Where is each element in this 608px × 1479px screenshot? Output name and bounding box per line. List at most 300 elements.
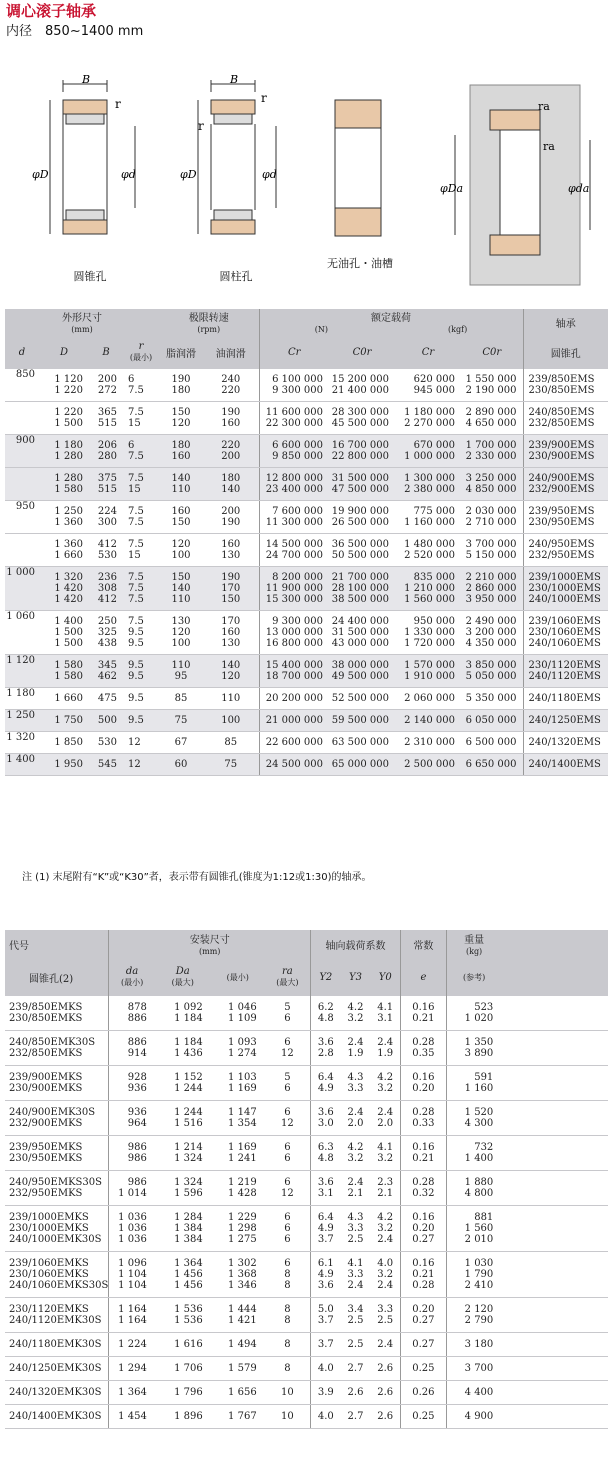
table-cell: 5.0 3.7 <box>311 1298 341 1333</box>
table-cell: 1 364 <box>109 1381 155 1405</box>
table-cell: 2.4 1.9 <box>341 1031 371 1066</box>
table-cell: 835 000 1 210 000 1 560 000 <box>395 567 461 611</box>
table-cell: 4 400 <box>446 1381 501 1405</box>
code-sub: 圆锥孔(2) <box>29 973 74 985</box>
table-cell: 2.5 <box>341 1333 371 1357</box>
code-header: 代号 <box>9 940 29 952</box>
table-cell: 6 7.5 <box>123 369 159 402</box>
table-row <box>5 1381 608 1405</box>
table-cell: 1 229 1 298 1 275 <box>211 1206 265 1252</box>
table-cell: 3.6 3.0 <box>311 1101 341 1136</box>
table-cell: 1 880 4 800 <box>446 1171 501 1206</box>
table-cell: 170 160 130 <box>203 611 259 655</box>
col-oil: 油润滑 <box>215 348 246 360</box>
table-cell: 3 700 000 5 150 000 <box>461 534 523 567</box>
bore-cell: 1 060 <box>5 611 39 655</box>
table-cell: 240/1320EMS <box>523 732 608 754</box>
table-cell: 1 092 1 184 <box>155 996 211 1031</box>
table-cell: 2 030 000 2 710 000 <box>461 501 523 534</box>
table-cell: 239/1000EMS 230/1000EMS 240/1000EMS <box>523 567 608 611</box>
table-cell: 239/850EMS 230/850EMS <box>523 369 608 402</box>
table-cell: 4.1 3.3 2.4 <box>341 1252 371 1298</box>
table-cell: 190 170 150 <box>203 567 259 611</box>
dimensions-table <box>5 309 608 776</box>
table-cell: 1 350 3 890 <box>446 1031 501 1066</box>
table-cell: 130 120 100 <box>159 611 203 655</box>
table-cell: 2 140 000 <box>395 710 461 732</box>
table-cell: 375 515 <box>89 468 123 501</box>
mounting-diagram <box>440 80 605 290</box>
table-cell: 1 180 000 2 270 000 <box>395 402 461 435</box>
table-row <box>5 1357 608 1381</box>
table-cell: 4.0 <box>311 1405 341 1429</box>
table-cell: 7.5 15 <box>123 402 159 435</box>
table-row <box>5 1031 608 1066</box>
table-cell: 59 500 000 <box>329 710 395 732</box>
table-cell: 239/900EMS 230/900EMS <box>523 435 608 468</box>
table-cell: 239/950EMS 230/950EMS <box>523 501 608 534</box>
table-cell: 12 <box>123 754 159 776</box>
table-cell: 85 <box>159 688 203 710</box>
col-bearing: 圆锥孔 <box>523 335 608 369</box>
table-cell: 530 <box>89 732 123 754</box>
table-cell: 85 <box>203 732 259 754</box>
table-cell: 412 530 <box>89 534 123 567</box>
bore-cell: 1 120 <box>5 655 39 688</box>
table-cell: 1 550 000 2 190 000 <box>461 369 523 402</box>
spacer-cell <box>501 1333 608 1357</box>
table-cell: 1 767 <box>211 1405 265 1429</box>
table-cell: 200 190 <box>203 501 259 534</box>
table-cell: 1 616 <box>155 1333 211 1357</box>
table-cell: 28 300 000 45 500 000 <box>329 402 395 435</box>
spacer-cell <box>501 1171 608 1206</box>
table-cell: 11 600 000 22 300 000 <box>259 402 329 435</box>
table-cell: 150 120 <box>159 402 203 435</box>
table-row <box>5 732 608 754</box>
table-cell: 1 324 1 596 <box>155 1171 211 1206</box>
table-cell: 3.3 2.5 <box>370 1298 400 1333</box>
table-cell: 2 120 2 790 <box>446 1298 501 1333</box>
table-cell: 881 1 560 2 010 <box>446 1206 501 1252</box>
table-cell: 1 494 <box>211 1333 265 1357</box>
table-cell: 180 140 <box>203 468 259 501</box>
spacer-cell <box>501 1031 608 1066</box>
table-cell: 7.5 7.5 7.5 <box>123 567 159 611</box>
table-cell: 230/1120EMS 240/1120EMS <box>523 655 608 688</box>
table-cell: 7.5 7.5 <box>123 501 159 534</box>
table-cell: 240/950EMKS30S 232/950EMKS <box>5 1171 109 1206</box>
table-cell: 3 700 <box>446 1357 501 1381</box>
table-cell: 3 180 <box>446 1333 501 1357</box>
table-cell: 4.2 3.2 <box>341 1136 371 1171</box>
table-cell: 4.3 3.3 2.5 <box>341 1206 371 1252</box>
bore-cell: 1 400 <box>5 754 39 776</box>
table-cell: 1 454 <box>109 1405 155 1429</box>
spacer-cell <box>501 1381 608 1405</box>
table-cell: 36 500 000 50 500 000 <box>329 534 395 567</box>
table-cell: 38 000 000 49 500 000 <box>329 655 395 688</box>
table-cell: 1 570 000 1 910 000 <box>395 655 461 688</box>
col-d: d <box>18 346 26 358</box>
table-cell: 1 444 1 421 <box>211 1298 265 1333</box>
table-cell: 8 <box>265 1333 311 1357</box>
table-cell: 4.2 3.2 <box>341 996 371 1031</box>
bore-cell <box>5 534 39 567</box>
table-cell: 6 7.5 <box>123 435 159 468</box>
table-row <box>5 1298 608 1333</box>
table-cell: 9.5 <box>123 710 159 732</box>
col-B: B <box>102 346 110 358</box>
table-cell: 878 886 <box>109 996 155 1031</box>
table-row <box>5 1405 608 1429</box>
table-cell: 240/1180EMS <box>523 688 608 710</box>
table-cell: 0.16 0.20 <box>400 1066 446 1101</box>
table-cell: 6 12 <box>265 1101 311 1136</box>
table-cell: 1 214 1 324 <box>155 1136 211 1171</box>
table-cell: 10 <box>265 1381 311 1405</box>
table-cell: 2.6 <box>370 1357 400 1381</box>
table-cell: 2 490 000 3 200 000 4 350 000 <box>461 611 523 655</box>
table-row <box>5 688 608 710</box>
col-ra: ra (最大) <box>276 966 299 987</box>
table-cell: 224 300 <box>89 501 123 534</box>
table-row <box>5 655 608 688</box>
fillet-radius-label-2: ra <box>543 140 555 153</box>
table-cell: 240/1320EMK30S <box>5 1381 109 1405</box>
col-grease: 脂润滑 <box>166 348 196 360</box>
table-cell: 928 936 <box>109 1066 155 1101</box>
table-cell: 1 896 <box>155 1405 211 1429</box>
table-row <box>5 1066 608 1101</box>
table-cell: 545 <box>89 754 123 776</box>
speed-header: 极限转速 (rpm) <box>188 313 229 334</box>
table-cell: 230/1120EMKS 240/1120EMK30S <box>5 1298 109 1333</box>
col-e: e <box>400 958 446 996</box>
table-cell: 1 360 1 660 <box>39 534 89 567</box>
table-cell: 886 914 <box>109 1031 155 1066</box>
table-cell: 3 250 000 4 850 000 <box>461 468 523 501</box>
table-cell: 1 950 <box>39 754 89 776</box>
table-cell: 0.16 0.21 <box>400 996 446 1031</box>
table-cell: 100 <box>203 710 259 732</box>
table-cell: 1 096 1 104 1 104 <box>109 1252 155 1298</box>
bore-cell: 900 <box>5 435 39 468</box>
table-row <box>5 1252 608 1298</box>
table-cell: 7 600 000 11 300 000 <box>259 501 329 534</box>
spacer-cell <box>501 1101 608 1136</box>
col-mass: (参考) <box>446 958 501 996</box>
col-da: da (最小) <box>109 958 155 996</box>
col-c0r-kgf: C0r <box>482 346 502 358</box>
table-cell: 2 310 000 <box>395 732 461 754</box>
table-cell: 160 130 <box>203 534 259 567</box>
spacer-cell <box>501 1206 608 1252</box>
table-cell: 345 462 <box>89 655 123 688</box>
table-cell: 120 100 <box>159 534 203 567</box>
table-cell: 670 000 1 000 000 <box>395 435 461 468</box>
table-cell: 1 796 <box>155 1381 211 1405</box>
table-row <box>5 1206 608 1252</box>
table-cell: 6.2 4.8 <box>311 996 341 1031</box>
table-cell: 2.4 2.0 <box>370 1101 400 1136</box>
table-cell: 1 184 1 436 <box>155 1031 211 1066</box>
col-D: D <box>59 346 69 358</box>
table-cell: 6.3 4.8 <box>311 1136 341 1171</box>
table-cell: 1 220 1 500 <box>39 402 89 435</box>
spacer-cell <box>501 1298 608 1333</box>
table-cell: 1 280 1 580 <box>39 468 89 501</box>
table-row <box>5 611 608 655</box>
table-cell: 5 6 <box>265 1066 311 1101</box>
table-cell: 7.5 15 <box>123 534 159 567</box>
table-cell: 2.4 1.9 <box>370 1031 400 1066</box>
table-cell: 1 580 1 580 <box>39 655 89 688</box>
table-cell: 1 536 1 536 <box>155 1298 211 1333</box>
caption-cylindrical: 圆柱孔 <box>219 270 253 283</box>
table-cell: 75 <box>159 710 203 732</box>
table-cell: 1 320 1 420 1 420 <box>39 567 89 611</box>
table-cell: 0.16 0.21 <box>400 1136 446 1171</box>
page-title: 调心滚子轴承 <box>6 2 97 20</box>
outer-diameter-label: φD <box>180 168 197 181</box>
col-y2: Y2 <box>311 958 341 996</box>
table-cell: 190 180 <box>159 369 203 402</box>
table-cell: 60 <box>159 754 203 776</box>
bore-cell: 1 250 <box>5 710 39 732</box>
table-cell: 1 480 000 2 520 000 <box>395 534 461 567</box>
table-row <box>5 468 608 501</box>
table-cell: 65 000 000 <box>329 754 395 776</box>
table-cell: 63 500 000 <box>329 732 395 754</box>
table-cell: 12 <box>123 732 159 754</box>
table-cell: 180 160 <box>159 435 203 468</box>
table-row <box>5 710 608 732</box>
bore-cell <box>5 402 39 435</box>
table-cell: 6 100 000 9 300 000 <box>259 369 329 402</box>
table-cell: 19 900 000 26 500 000 <box>329 501 395 534</box>
table-cell: 1 036 1 036 1 036 <box>109 1206 155 1252</box>
bearing-header: 轴承 <box>523 309 608 335</box>
table-cell: 240 220 <box>203 369 259 402</box>
table-cell: 4 900 <box>446 1405 501 1429</box>
dims-header: 外形尺寸 (mm) <box>62 313 102 334</box>
table-cell: 6 600 000 9 850 000 <box>259 435 329 468</box>
table-cell: 239/1000EMKS 230/1000EMKS 240/1000EMK30S <box>5 1206 109 1252</box>
table-cell: 2 210 000 2 860 000 3 950 000 <box>461 567 523 611</box>
table-cell: 0.26 <box>400 1381 446 1405</box>
table-cell: 24 500 000 <box>259 754 329 776</box>
table-cell: 8 200 000 11 900 000 15 300 000 <box>259 567 329 611</box>
table-cell: 3.9 <box>311 1381 341 1405</box>
width-label: B <box>230 73 239 86</box>
col-Da-min: (最小) <box>226 972 249 982</box>
table-row <box>5 369 608 402</box>
table-cell: 4.0 3.2 2.4 <box>370 1252 400 1298</box>
table-cell: 1 180 1 280 <box>39 435 89 468</box>
col-c0r: C0r <box>352 346 372 358</box>
table-cell: 2.6 <box>341 1381 371 1405</box>
table-cell: 6 8 8 <box>265 1252 311 1298</box>
table-cell: 250 325 438 <box>89 611 123 655</box>
table-cell: 1 224 <box>109 1333 155 1357</box>
table-cell: 6 12 <box>265 1031 311 1066</box>
table-cell: 10 <box>265 1405 311 1429</box>
table-cell: 1 093 1 274 <box>211 1031 265 1066</box>
const-header: 常数 <box>400 930 446 958</box>
table-cell: 75 <box>203 754 259 776</box>
bore-cell: 850 <box>5 369 39 402</box>
col-cr: Cr <box>259 335 329 369</box>
table-cell: 1 850 <box>39 732 89 754</box>
caption-tapered: 圆锥孔 <box>73 270 107 283</box>
spacer-cell <box>501 1405 608 1429</box>
table-cell: 240/1400EMK30S <box>5 1405 109 1429</box>
table-cell: 2.7 <box>341 1405 371 1429</box>
table-row <box>5 1333 608 1357</box>
table-cell: 1 294 <box>109 1357 155 1381</box>
table-cell: 14 500 000 24 700 000 <box>259 534 329 567</box>
table-cell: 2.4 2.1 <box>341 1171 371 1206</box>
table-row <box>5 1101 608 1136</box>
table-cell: 4.0 <box>311 1357 341 1381</box>
table-cell: 2 500 000 <box>395 754 461 776</box>
table-cell: 475 <box>89 688 123 710</box>
table-cell: 9.5 9.5 <box>123 655 159 688</box>
table-cell: 220 200 <box>203 435 259 468</box>
table-cell: 5 6 <box>265 996 311 1031</box>
bore-cell: 1 000 <box>5 567 39 611</box>
table-cell: 239/900EMKS 230/900EMKS <box>5 1066 109 1101</box>
table-cell: 4.1 3.2 <box>370 1136 400 1171</box>
caption-no-oil: 无油孔・油槽 <box>327 257 393 270</box>
table-cell: 24 400 000 31 500 000 43 000 000 <box>329 611 395 655</box>
table-cell: 7.5 15 <box>123 468 159 501</box>
table-cell: 950 000 1 330 000 1 720 000 <box>395 611 461 655</box>
table-cell: 8 8 <box>265 1298 311 1333</box>
spacer-cell <box>501 1357 608 1381</box>
table-cell: 1 400 1 500 1 500 <box>39 611 89 655</box>
table-cell: 775 000 1 160 000 <box>395 501 461 534</box>
table-cell: 0.28 0.35 <box>400 1031 446 1066</box>
fillet-radius-label: ra <box>538 100 550 113</box>
table-cell: 986 1 014 <box>109 1171 155 1206</box>
table-cell: 7.5 9.5 9.5 <box>123 611 159 655</box>
table-cell: 1 660 <box>39 688 89 710</box>
table-cell: 0.27 <box>400 1333 446 1357</box>
table-cell: 1 579 <box>211 1357 265 1381</box>
table-cell: 9 300 000 13 000 000 16 800 000 <box>259 611 329 655</box>
bore-cell: 950 <box>5 501 39 534</box>
table-cell: 206 280 <box>89 435 123 468</box>
spacer-cell <box>501 1252 608 1298</box>
table-cell: 1 120 1 220 <box>39 369 89 402</box>
table-cell: 2.6 <box>370 1381 400 1405</box>
table-cell: 8 <box>265 1357 311 1381</box>
bore-cell <box>5 468 39 501</box>
table-cell: 3.6 3.1 <box>311 1171 341 1206</box>
table-cell: 240/1250EMK30S <box>5 1357 109 1381</box>
table-cell: 150 140 110 <box>159 567 203 611</box>
table-cell: 5 350 000 <box>461 688 523 710</box>
table-cell: 240/950EMS 232/950EMS <box>523 534 608 567</box>
table-cell: 3 850 000 5 050 000 <box>461 655 523 688</box>
table-cell: 0.16 0.21 0.28 <box>400 1252 446 1298</box>
table-cell: 20 200 000 <box>259 688 329 710</box>
table-cell: 1 147 1 354 <box>211 1101 265 1136</box>
shaft-diameter-label: φda <box>568 182 590 195</box>
bore-diameter-label: φd <box>262 168 277 181</box>
table-cell: 365 515 <box>89 402 123 435</box>
table-cell: 3.6 2.8 <box>311 1031 341 1066</box>
table-cell: 6.4 4.9 <box>311 1066 341 1101</box>
table-cell: 21 000 000 <box>259 710 329 732</box>
table-cell: 1 152 1 244 <box>155 1066 211 1101</box>
table-cell: 2 890 000 4 650 000 <box>461 402 523 435</box>
cylindrical-bore-diagram <box>178 70 288 260</box>
table-row <box>5 1136 608 1171</box>
table-cell: 3.7 <box>311 1333 341 1357</box>
table-cell: 2.4 2.0 <box>341 1101 371 1136</box>
radius-label-2: r <box>198 119 204 133</box>
bore-cell: 1 320 <box>5 732 39 754</box>
table-cell: 4.2 3.2 2.4 <box>370 1206 400 1252</box>
table-cell: 236 308 412 <box>89 567 123 611</box>
table-cell: 2 060 000 <box>395 688 461 710</box>
table-cell: 591 1 160 <box>446 1066 501 1101</box>
table-cell: 986 986 <box>109 1136 155 1171</box>
table-cell: 240/1250EMS <box>523 710 608 732</box>
table-cell: 1 284 1 384 1 384 <box>155 1206 211 1252</box>
table-row <box>5 501 608 534</box>
spacer-cell <box>501 1066 608 1101</box>
table-row <box>5 435 608 468</box>
table-cell: 4.2 3.2 <box>370 1066 400 1101</box>
table-cell: 4.3 3.3 <box>341 1066 371 1101</box>
table-cell: 21 700 000 28 100 000 38 500 000 <box>329 567 395 611</box>
radius-label: r <box>261 91 267 105</box>
table-cell: 620 000 945 000 <box>395 369 461 402</box>
table-cell: 1 030 1 790 2 410 <box>446 1252 501 1298</box>
table-cell: 0.25 <box>400 1357 446 1381</box>
col-y0: Y0 <box>378 971 392 983</box>
col-cr-kgf: Cr <box>421 346 435 358</box>
table-cell: 22 600 000 <box>259 732 329 754</box>
table-cell: 16 700 000 22 800 000 <box>329 435 395 468</box>
table-cell: 1 700 000 2 330 000 <box>461 435 523 468</box>
table-cell: 2.7 <box>341 1357 371 1381</box>
table-row <box>5 534 608 567</box>
table-row <box>5 402 608 435</box>
table-cell: 500 <box>89 710 123 732</box>
mounting-table <box>5 930 608 1429</box>
table-cell: 239/850EMKS 230/850EMKS <box>5 996 109 1031</box>
table-cell: 15 200 000 21 400 000 <box>329 369 395 402</box>
table-cell: 0.25 <box>400 1405 446 1429</box>
table-cell: 9.5 <box>123 688 159 710</box>
table-cell: 1 103 1 169 <box>211 1066 265 1101</box>
table-cell: 0.16 0.20 0.27 <box>400 1206 446 1252</box>
col-Da-max: Da (最大) <box>171 966 194 987</box>
table-cell: 0.28 0.33 <box>400 1101 446 1136</box>
table-cell: 4.1 3.1 <box>370 996 400 1031</box>
table-cell: 6 12 <box>265 1171 311 1206</box>
table-cell: 52 500 000 <box>329 688 395 710</box>
bore-cell: 1 180 <box>5 688 39 710</box>
table-cell: 67 <box>159 732 203 754</box>
table-cell: 6.4 4.9 3.7 <box>311 1206 341 1252</box>
table-cell: 6 500 000 <box>461 732 523 754</box>
